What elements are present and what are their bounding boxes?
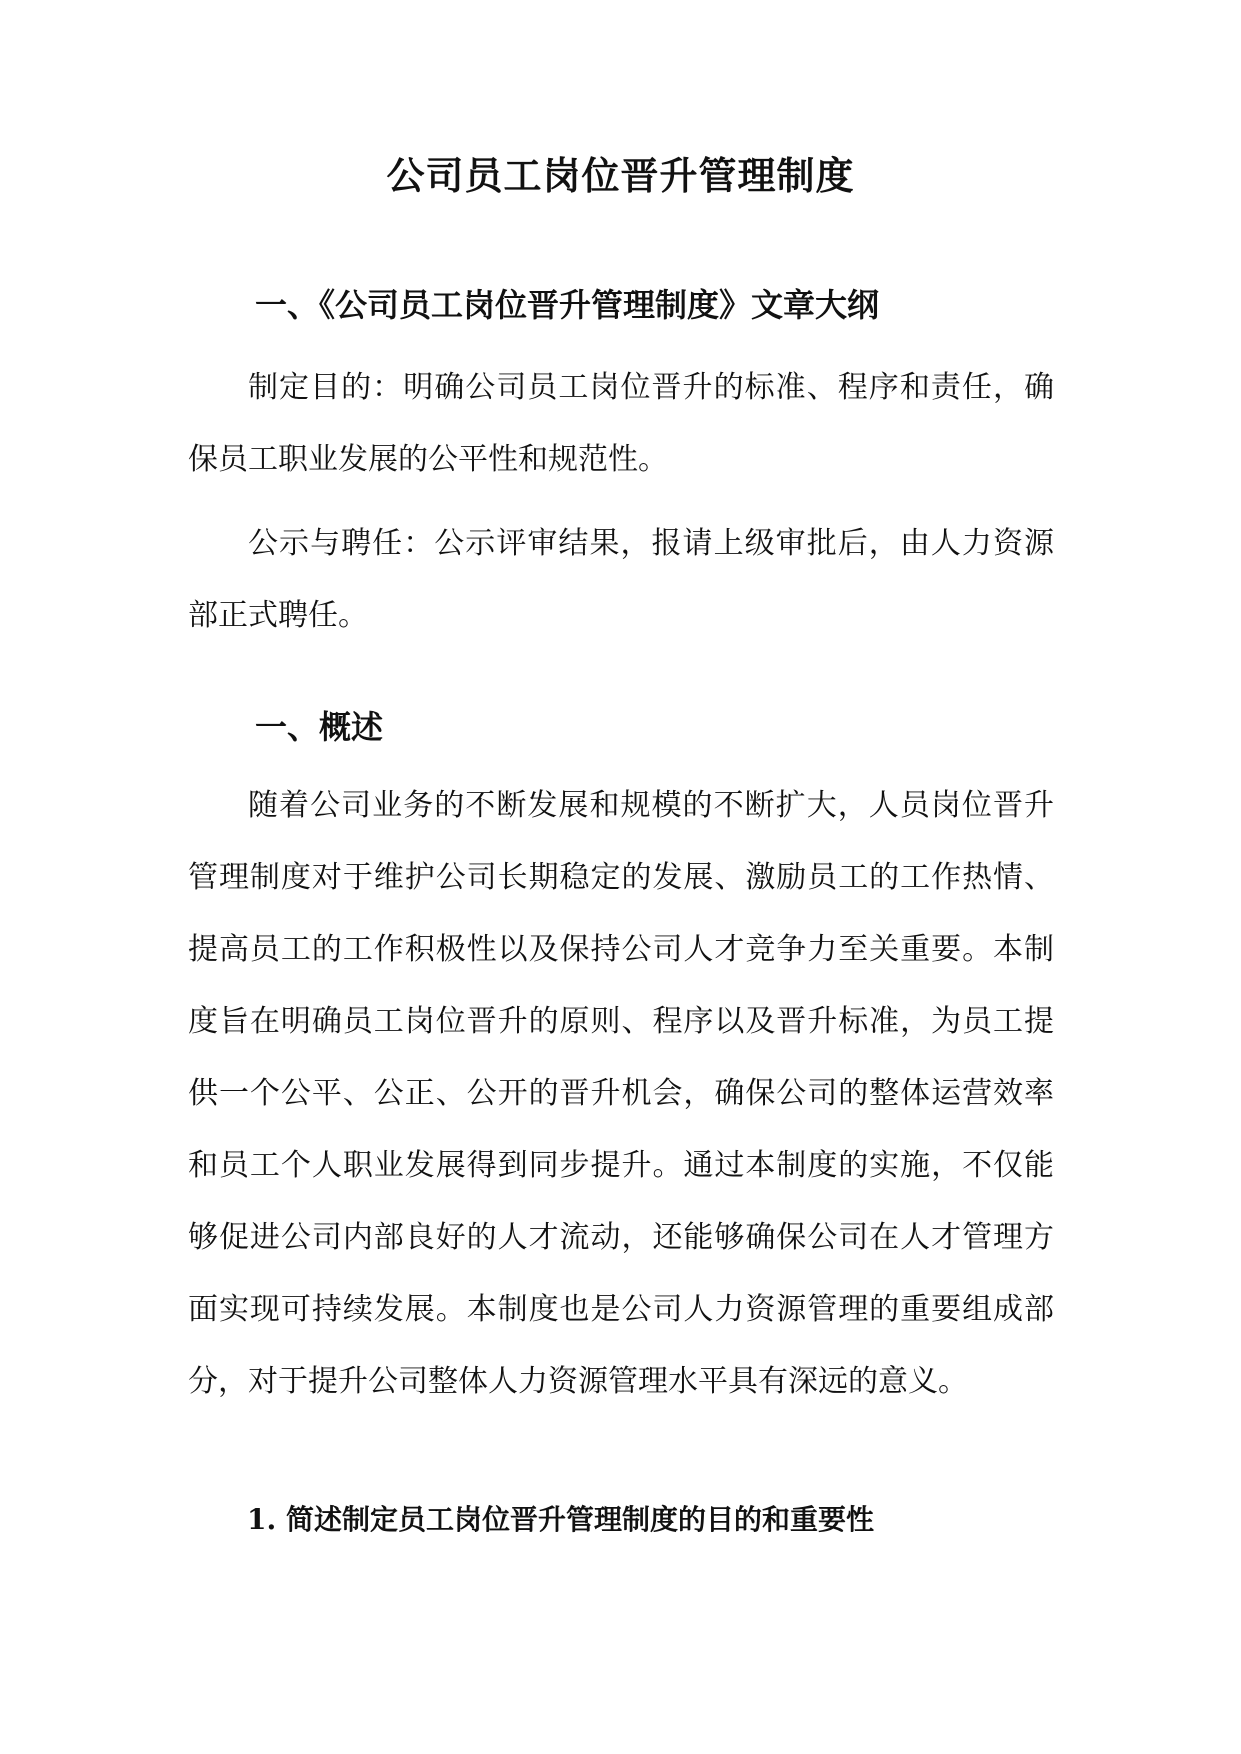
overview-heading: 一、概述 <box>255 708 384 746</box>
purpose-paragraph: 制定目的：明确公司员工岗位晋升的标准、程序和责任，确保员工职业发展的公平性和规范性。 <box>188 370 1054 477</box>
document-title: 公司员工岗位晋升管理制度 <box>386 153 855 198</box>
outline-heading: 一、《公司员工岗位晋升管理制度》文章大纲 <box>255 286 880 324</box>
announce-paragraph: 公示与聘任：公示评审结果，报请上级审批后，由人力资源部正式聘任。 <box>188 526 1054 633</box>
subheading-purpose-importance: 1. 简述制定员工岗位晋升管理制度的目的和重要性 <box>247 1503 874 1536</box>
overview-paragraph: 随着公司业务的不断发展和规模的不断扩大，人员岗位晋升管理制度对于维护公司长期稳定的发展、激励员工的工作热情、提高员工的工作积极性以及保持公司人才竞争力至关重要。本制度旨在明确员工岗位晋升的原则、程序以及晋升标准，为员工提供一个公平、公正、公开的晋升机会，确保公司的整体运营效率和员工个人职业发展得到同步提升。通过本制度的实施，不仅能够促进公司内部良好的人才流动，还能够确保公司在人才管理方面实现可持续发展。本制度也是公司人力资源管理的重要组成部分，对于提升公司整体人力资源管理水平具有深远的意义。 <box>188 788 1054 1399</box>
